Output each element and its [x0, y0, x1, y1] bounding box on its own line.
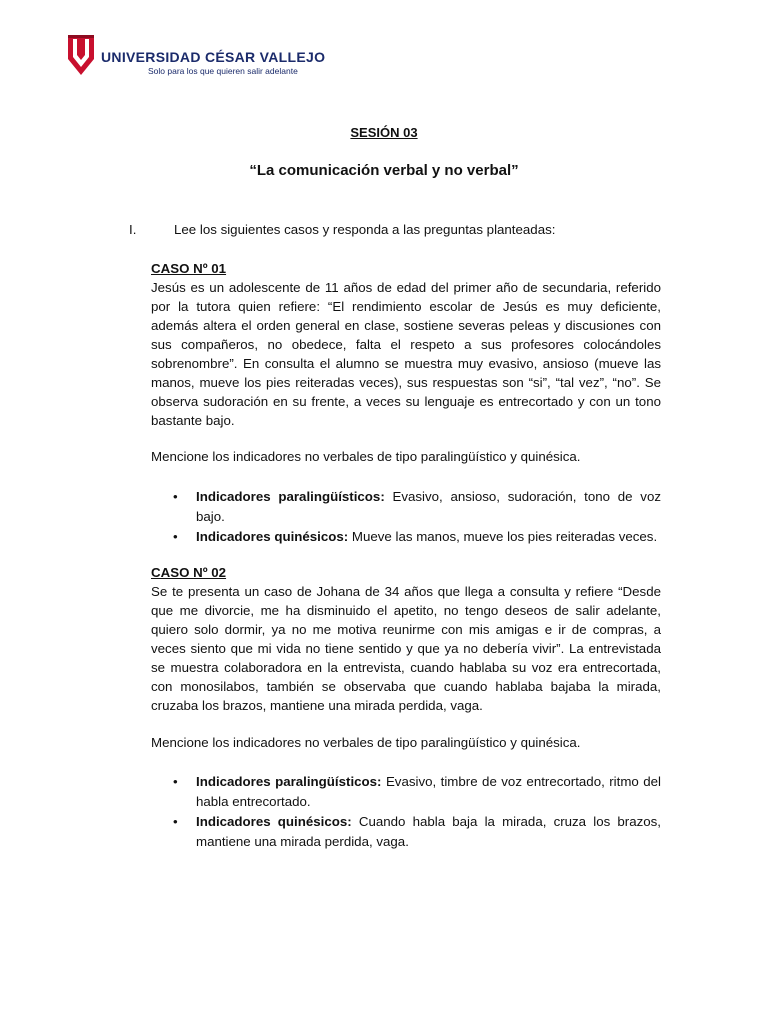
list-item — [151, 527, 661, 547]
instruction-text: Lee los siguientes casos y responda a las preguntas planteadas: — [174, 222, 556, 237]
list-item — [151, 772, 661, 811]
indicator-label: Indicadores quinésicos: — [196, 814, 352, 829]
indicator-label: Indicadores quinésicos: — [196, 529, 349, 544]
session-label: SESIÓN 03 — [350, 125, 418, 140]
indicator-label: Indicadores paralingüísticos: — [196, 489, 385, 504]
indicator-text: Cuando habla baja la mirada, cruza los brazos, mantiene una mirada perdida, vaga. — [196, 814, 661, 849]
case-1-text: Jesús es un adolescente de 11 años de edad del primer año de secundaria, referido por la tutora quien refiere: “El rendimiento escolar de Jesús es muy deficiente, además altera el orden general en clase, sostiene severas peleas y discusiones con sus compañeros, no obedece, falta el respeto a sus profesores colocándoles sobrenombre”. En consulta el alumno se muestra muy evasivo, ansioso (mueve las manos, mueve los pies reiteradas veces), sus respuestas son “si”, “tal vez”, “no”. Se observa sudoración en su frente, a veces su lenguaje es entrecortado y con un tono bastante bajo. — [151, 280, 661, 428]
indicator-text: Mueve las manos, mueve los pies reiteradas veces. — [348, 529, 658, 544]
case-1-question: Mencione los indicadores no verbales de tipo paralingüístico y quinésica. — [151, 449, 581, 464]
section-instruction — [129, 222, 668, 237]
section-number: I. — [129, 222, 137, 237]
bullet-icon: • — [173, 814, 178, 829]
case-2-text: Se te presenta un caso de Johana de 34 años que llega a consulta y refiere “Desde que me divorcie, me ha disminuido el apetito, no tengo deseos de salir adelante, quiero solo dormir, ya no me motiva reunirme con mis amigas e ir de compras, a veces siento que mi vida no tiene sentido y que ya no debería vivir”. La entrevistada se muestra colaboradora en la entrevista, cuando hablaba su voz era entrecortada, con monosilabos, también se observaba que cuando hablaba bajaba la mirada, cruzaba los brazos, mantiene una mirada perdida, vaga. — [151, 584, 661, 713]
indicator-label: Indicadores paralingüísticos: — [196, 774, 382, 789]
case-2-title: CASO Nº 02 — [151, 565, 227, 580]
bullet-icon: • — [173, 489, 178, 504]
indicator-text: Evasivo, timbre de voz entrecortado, ritmo del habla entrecortado. — [196, 774, 661, 809]
logo-name: UNIVERSIDAD CÉSAR VALLEJO — [101, 49, 326, 65]
case-2-question: Mencione los indicadores no verbales de tipo paralingüístico y quinésica. — [151, 735, 581, 750]
bullet-icon: • — [173, 529, 178, 544]
logo-emblem-icon — [66, 33, 96, 77]
list-item — [151, 487, 661, 526]
bullet-icon: • — [173, 774, 178, 789]
case-2-indicators — [151, 772, 661, 852]
case-1-title: CASO Nº 01 — [151, 261, 227, 276]
case-1-indicators — [151, 487, 661, 548]
logo-tagline: Solo para los que quieren salir adelante — [148, 66, 298, 76]
page-title: “La comunicación verbal y no verbal” — [249, 162, 519, 179]
list-item — [151, 812, 661, 851]
indicator-text: Evasivo, ansioso, sudoración, tono de voz bajo. — [196, 489, 661, 524]
